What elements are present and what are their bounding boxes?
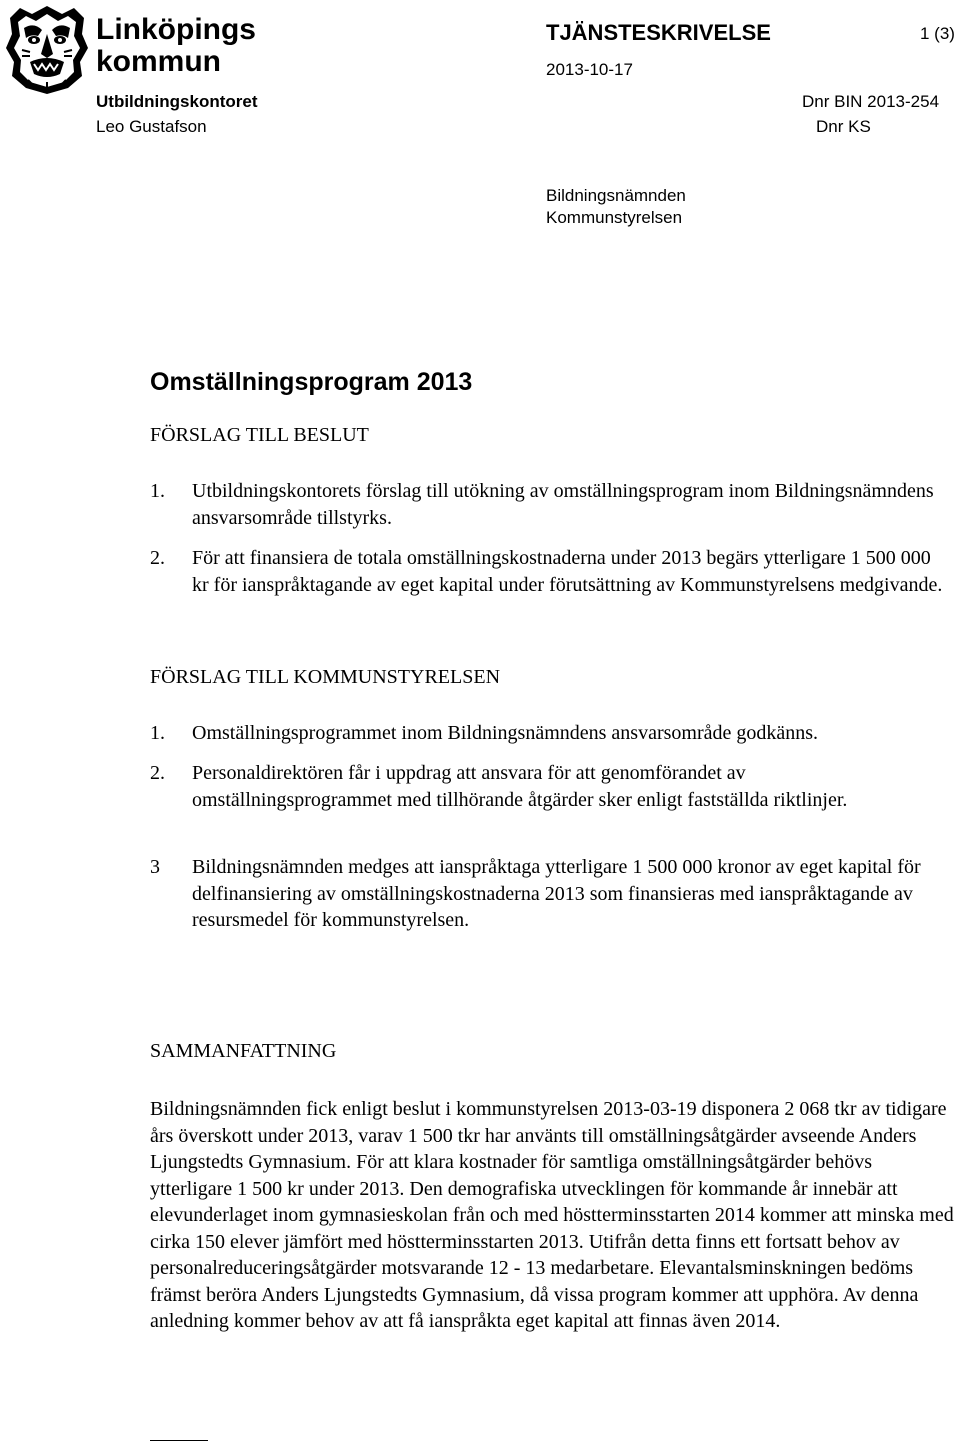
proposal-ks-item-3 bbox=[150, 854, 950, 934]
item-number: 2. bbox=[150, 762, 165, 784]
proposal-ks-heading: FÖRSLAG TILL KOMMUNSTYRELSEN bbox=[150, 666, 501, 688]
footnote-rule bbox=[150, 1440, 208, 1441]
item-text: Personaldirektören får i uppdrag att ansvara för att genomförandet av omställningsprogrammet med tillhörande åtgärder sker enligt fastställda riktlinjer. bbox=[192, 762, 848, 811]
proposal-item-2 bbox=[150, 545, 950, 598]
item-number: 3 bbox=[150, 856, 160, 878]
proposal-heading: FÖRSLAG TILL BESLUT bbox=[150, 424, 369, 446]
summary-heading: SAMMANFATTNING bbox=[150, 1040, 337, 1062]
item-text: Bildningsnämnden medges att ianspråktaga ytterligare 1 500 000 kronor av eget kapital för delfinansiering av omställningskostnaderna 2013 som finansieras med ianspråktagande av resursmedel för kommunstyrelsen. bbox=[192, 856, 921, 931]
linkoping-lion-logo-icon bbox=[4, 4, 90, 96]
item-number: 1. bbox=[150, 480, 165, 502]
document-type: TJÄNSTESKRIVELSE bbox=[546, 20, 771, 45]
item-text: För att finansiera de totala omställningskostnaderna under 2013 begärs ytterligare 1 500 000 kr för ianspråktagande av eget kapital under förutsättning av Kommunstyrelsens medgivande. bbox=[192, 547, 943, 596]
recipient-1: Bildningsnämnden bbox=[546, 186, 686, 205]
department: Utbildningskontoret bbox=[96, 92, 258, 111]
proposal-ks-item-1 bbox=[150, 720, 950, 747]
org-name-line1: Linköpings bbox=[96, 13, 256, 46]
item-number: 1. bbox=[150, 722, 165, 744]
document-date: 2013-10-17 bbox=[546, 60, 633, 79]
proposal-ks-item-2 bbox=[150, 760, 950, 813]
org-name-line2: kommun bbox=[96, 45, 222, 78]
summary-text: Bildningsnämnden fick enligt beslut i kommunstyrelsen 2013-03-19 disponera 2 068 tkr av tidigare års överskott under 2013, varav 1 500 tkr har använts till omställningsåtgärder avseende Anders Ljungstedts Gymnasium. För att klara kostnader för samtliga omställningsåtgärder behövs ytterligare 1 500 kr under 2013. Den demografiska utvecklingen för kommande år innebär att elevunderlaget inom gymnasieskolan från och med höstterminsstarten 2014 kommer att minska med cirka 150 elever jämfört med höstterminsstarten 2013. Utifrån detta finns ett fortsatt behov av personalreduceringsåtgärder motsvarande 12 - 13 medarbetare. Elevantalsminskningen bedöms främst beröra Anders Ljungstedts Gymnasium, då vissa program kommer att upphöra. Av denna anledning kommer behov av att få ianspråkta eget kapital att finnas även 2014. bbox=[150, 1098, 954, 1332]
recipient-2: Kommunstyrelsen bbox=[546, 208, 683, 227]
item-number: 2. bbox=[150, 547, 165, 569]
page-number: 1 (3) bbox=[920, 24, 955, 43]
dnr-ks: Dnr KS bbox=[816, 117, 871, 136]
item-text: Utbildningskontorets förslag till utökning av omställningsprogram inom Bildningsnämndens ansvarsområde tillstyrks. bbox=[192, 480, 934, 529]
item-text: Omställningsprogrammet inom Bildningsnämndens ansvarsområde godkänns. bbox=[192, 722, 819, 744]
organization-name bbox=[96, 14, 256, 78]
proposal-item-1 bbox=[150, 478, 950, 531]
author: Leo Gustafson bbox=[96, 117, 207, 136]
dnr-bin: Dnr BIN 2013-254 bbox=[802, 92, 940, 111]
document-title: Omställningsprogram 2013 bbox=[150, 368, 473, 396]
